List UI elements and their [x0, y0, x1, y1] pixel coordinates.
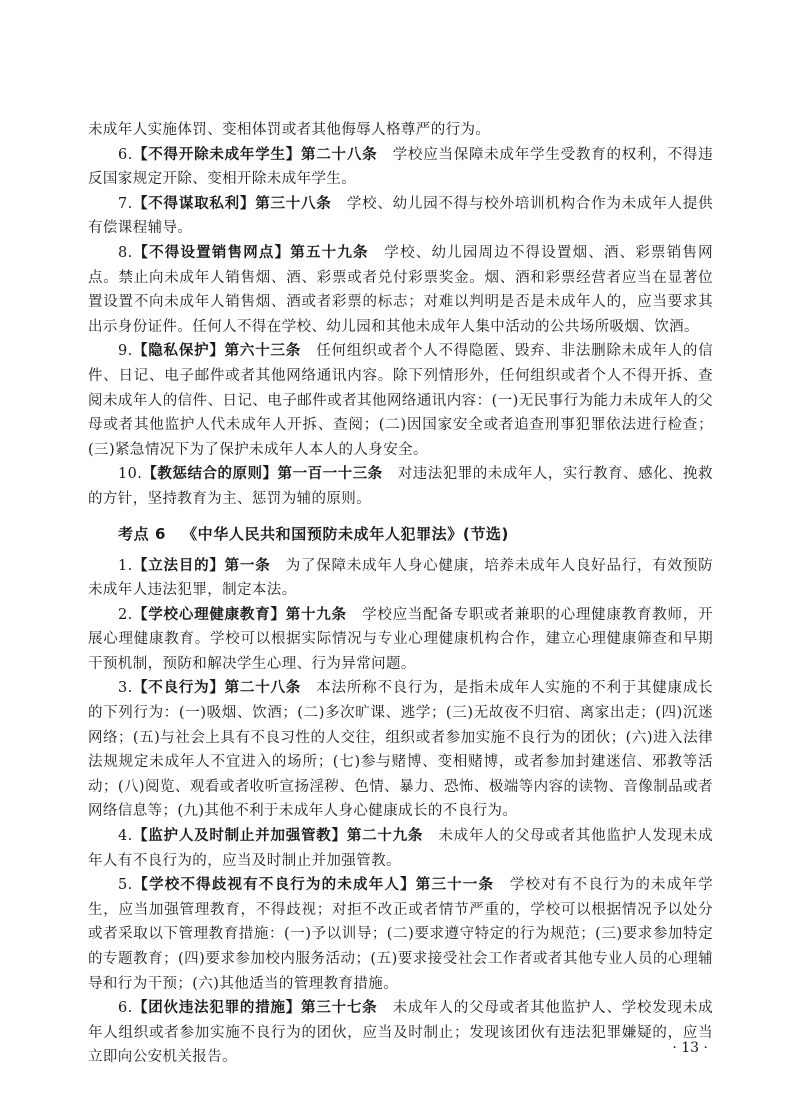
- item-heading: 【不得设置销售网点】第五十九条: [132, 243, 369, 261]
- item-text: 任何组织或者个人不得隐匿、毁弃、非法删除未成年人的信件、日记、电子邮件或者其他网络通讯内容。除下列情形外，任何组织或者个人不得开拆、查阅未成年人的信件、日记、电子邮件或者其他网络通讯内容：(一)无民事行为能力未成年人的父母或者其他监护人代未成年人开拆、查阅；(二)因国家安全或者追查刑事犯罪依法进行检查；(三)紧急情况下为了保护未成年人本人的人身安全。: [88, 343, 713, 458]
- item-text: 未成年人的父母或者其他监护人、学校发现未成年人组织或者参加实施不良行为的团伙，应当及时制止；发现该团伙有违法犯罪嫌疑的，应当立即向公安机关报告。: [88, 1000, 713, 1066]
- section-heading: [118, 522, 713, 546]
- continuation-paragraph: 未成年人实施体罚、变相体罚或者其他侮辱人格尊严的行为。: [88, 122, 491, 138]
- law-item: [88, 462, 713, 511]
- item-heading: 【学校心理健康教育】第十九条: [132, 605, 347, 623]
- item-number: 8.: [118, 244, 133, 261]
- item-text: 学校、幼儿园不得与校外培训机构合作为未成年人提供有偿课程辅导。: [88, 195, 714, 237]
- item-number: 3.: [118, 680, 133, 697]
- page-number-text: · 13 ·: [672, 1040, 708, 1056]
- law-item: [88, 873, 713, 996]
- law-item: [88, 824, 713, 873]
- item-number: 6.: [118, 146, 133, 163]
- page-content: [88, 118, 713, 1070]
- item-text: 学校应当配备专职或者兼职的心理健康教育教师，开展心理健康教育。学校可以根据实际情况与专业心理健康机构合作，建立心理健康筛查和早期干预机制，预防和解决学生心理、行为异常问题。: [88, 606, 713, 672]
- law-item: [88, 192, 713, 241]
- law-item: [88, 554, 713, 603]
- item-number: 2.: [118, 606, 133, 623]
- section-label: 考点 6: [118, 524, 167, 543]
- item-number: 1.: [118, 557, 133, 574]
- item-heading: 【学校不得歧视有不良行为的未成年人】第三十一条: [132, 876, 495, 894]
- item-text: 本法所称不良行为，是指未成年人实施的不利于其健康成长的下列行为：(一)吸烟、饮酒；(二)多次旷课、逃学；(三)无故夜不归宿、离家出走；(四)沉迷网络；(五)与社会上具有不良习性的人交往，组织或者参加实施不良行为的团伙；(六)进入法律法规规定未成年人不宜进入的场所；(七)参与赌博、变相赌博，或者参加封建迷信、邪教等活动；(八)阅览、观看或者收听宣扬淫秽、色情、暴力、恐怖、极端等内容的读物、音像制品或者网络信息等；(九)其他不利于未成年人身心健康成长的不良行为。: [88, 680, 713, 820]
- item-text: 对违法犯罪的未成年人，实行教育、感化、挽救的方针，坚持教育为主、惩罚为辅的原则。: [88, 466, 713, 507]
- item-heading: 【不得谋取私利】第三十八条: [132, 194, 332, 212]
- law-item: [88, 143, 713, 192]
- law-item: [88, 603, 713, 677]
- item-number: 4.: [118, 828, 133, 845]
- item-heading: 【监护人及时制止并加强管教】第二十九条: [132, 827, 424, 845]
- section-title-text: 《中华人民共和国预防未成年人犯罪法》(节选): [182, 524, 509, 543]
- item-number: 5.: [118, 877, 133, 894]
- law-item: [88, 241, 713, 339]
- item-text: 未成年人的父母或者其他监护人发现未成年人有不良行为的，应当及时制止并加强管教。: [88, 828, 713, 869]
- item-number: 7.: [118, 195, 133, 212]
- item-text: 学校对有不良行为的未成年学生，应当加强管理教育，不得歧视；对拒不改正或者情节严重的，学校可以根据情况予以处分或者采取以下管理教育措施：(一)予以训导；(二)要求遵守特定的行为规范；(三)要求参加特定的专题教育；(四)要求参加校内服务活动；(五)要求接受社会工作者或者其他专业人员的心理辅导和行为干预；(六)其他适当的管理教育措施。: [88, 877, 713, 992]
- item-number: 9.: [118, 343, 133, 360]
- item-text: 为了保障未成年人身心健康，培养未成年人良好品行，有效预防未成年人违法犯罪，制定本法。: [88, 557, 713, 599]
- item-number: 6.: [118, 1000, 133, 1017]
- item-heading: 【立法目的】第一条: [132, 556, 271, 574]
- item-heading: 【隐私保护】第六十三条: [132, 342, 302, 360]
- law-items-group-b: [88, 554, 713, 1070]
- item-text: 学校应当保障未成年学生受教育的权利，不得违反国家规定开除、变相开除未成年学生。: [88, 146, 713, 188]
- item-number: 10.: [118, 466, 143, 483]
- item-heading: 【团伙违法犯罪的措施】第三十七条: [132, 999, 378, 1017]
- item-heading: 【不得开除未成年学生】第二十八条: [132, 145, 378, 163]
- law-item: [88, 339, 713, 462]
- law-items-group-a: [88, 143, 713, 512]
- item-heading: 【教惩结合的原则】第一百一十三条: [142, 465, 383, 483]
- item-text: 学校、幼儿园周边不得设置烟、酒、彩票销售网点。禁止向未成年人销售烟、酒、彩票或者兑付彩票奖金。烟、酒和彩票经营者应当在显著位置设置不向未成年人销售烟、酒或者彩票的标志；对难以判明是否是未成年人的，应当要求其出示身份证件。任何人不得在学校、幼儿园和其他未成年人集中活动的公共场所吸烟、饮酒。: [88, 244, 713, 335]
- law-item: [88, 996, 713, 1070]
- law-item: [88, 676, 713, 824]
- item-heading: 【不良行为】第二十八条: [132, 679, 302, 697]
